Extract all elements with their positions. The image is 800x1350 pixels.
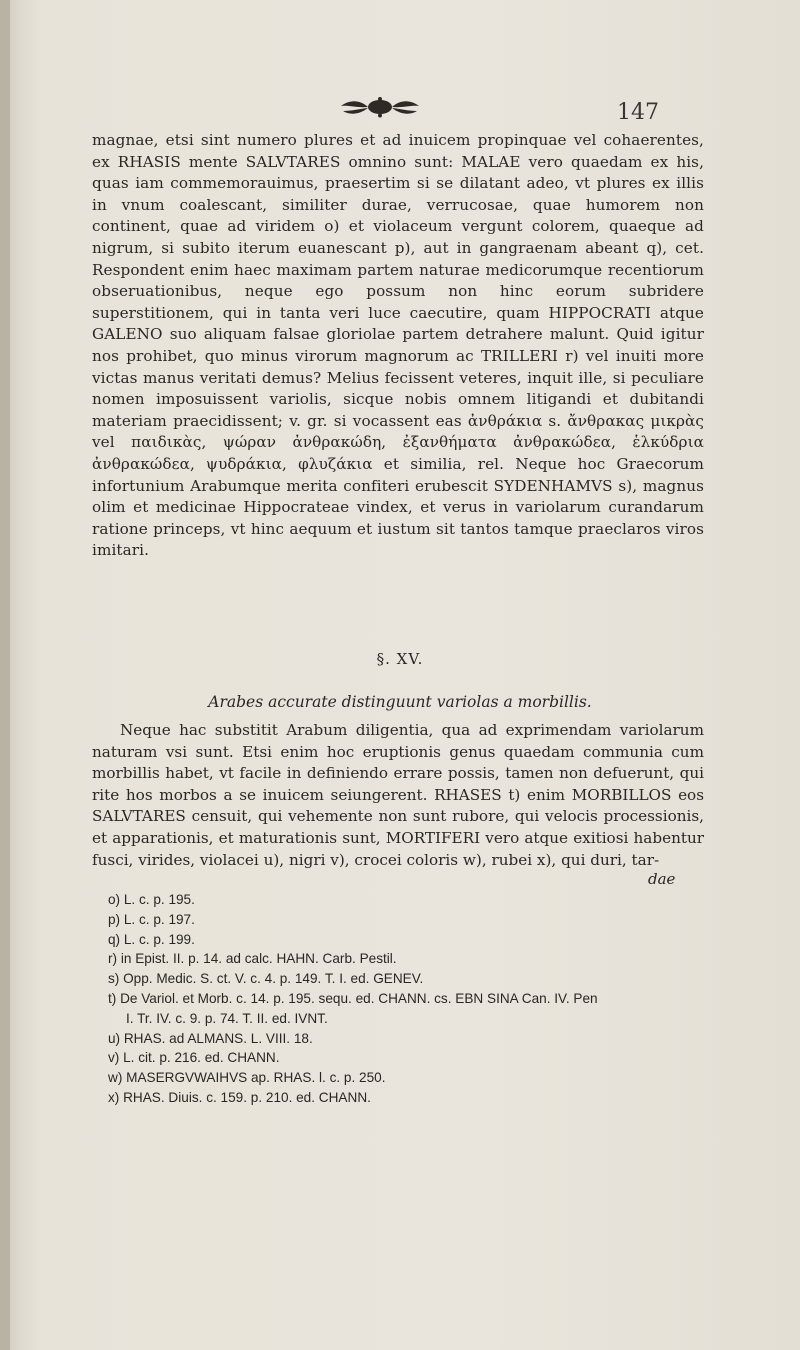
- footnote: p) L. c. p. 197.: [108, 911, 195, 927]
- footnote: o) L. c. p. 195.: [108, 892, 195, 907]
- main-text-2: [92, 720, 704, 871]
- main-text: [92, 130, 704, 562]
- section-heading: Arabes accurate distinguunt variolas a morbillis.: [208, 693, 592, 711]
- paragraph-1: magnae, etsi sint numero plures et ad inuicem propinquae vel cohaerentes, ex RHASIS mente SALVTARES omnino sunt: MALAE vero quaedam ex his, quas iam commemorauimus, praesertim si se dilatant adeo, vt plures ex illis in vnum coalescant, similiter durae, verrucosae, quae humorem non continent, quae ad viridem o) et violaceum vergunt colorem, quaeque ad nigrum, si subito iterum euanescant p), aut in gangraenam abeant q), cet. Respondent enim haec maximam partem naturae medicorumque recentiorum obseruationibus, neque ego possum non hinc eorum subridere superstitionem, qui in tanta veri luce caecutire, quam HIPPOCRATI atque GALENO suo aliquam falsae gloriolae partem detrahere malunt. Quid igitur nos prohibet, quo minus virorum magnorum ac TRILLERI r) vel inuiti more victas manus veritati demus? Melius fecissent veteres, inquit ille, si peculiare nomen imposuissent variolis, sicque nobis omnem litigandi et dubitandi materiam praecidissent; v. gr. si vocassent eas ἀνθράκια s. ἄνθρακας μικρὰς vel παιδικὰς, ψώραν ἀνθρακώδη, ἐξανθήματα ἀνθρακώδεα, ἑλκύδρια ἀνθρακώδεα, ψυδράκια, φλυζάκια et similia, rel. Neque hoc Graecorum infortunium Arabumque merita confiteri erubescit SYDENHAMVS s), magnus olim et medicinae Hippocrateae vindex, et verus in variolarum curandarum ratione princeps, vt hinc aequum et iustum sit tantos tamque praeclaros viros imitari.: [92, 131, 704, 560]
- footnote: r) in Epist. II. p. 14. ad calc. HAHN. Carb. Pestil.: [108, 951, 397, 967]
- footnote: s) Opp. Medic. S. ct. V. c. 4. p. 149. T. I. ed. GENEV.: [108, 971, 424, 987]
- section-number: §. XV.: [376, 650, 424, 668]
- paragraph-2: Neque hac substitit Arabum diligentia, qua ad exprimendam variolarum naturam vsi sunt. Etsi enim hoc eruptionis genus quaedam communia cum morbillis habet, vt facile in definiendo errare possis, tamen non defuerunt, qui rite hos morbos a se inuicem seiungerent. RHASES t) enim MORBILLOS eos SALVTARES censuit, qui vehemente non sunt rubore, qui velocis processionis, et apparationis, et maturationis sunt, MORTIFERI vero atque exitiosi habentur fusci, virides, violacei u), nigri v), crocei coloris w), rubei x), qui duri, tar-: [92, 721, 704, 869]
- footnote: u) RHAS. ad ALMANS. L. VIII. 18.: [108, 1030, 313, 1046]
- footnote: v) L. cit. p. 216. ed. CHANN.: [108, 1050, 280, 1066]
- footnote: t) De Variol. et Morb. c. 14. p. 195. sequ. ed. CHANN. cs. EBN SINA Can. IV. Pen: [108, 990, 598, 1006]
- ornament-icon: [335, 96, 425, 118]
- footnote: q) L. c. p. 199.: [108, 931, 195, 947]
- catchword: dae: [648, 870, 676, 888]
- footnote-continuation: I. Tr. IV. c. 9. p. 74. T. II. ed. IVNT.: [126, 1010, 328, 1026]
- page-number: 147: [617, 100, 659, 125]
- footnote: x) RHAS. Diuis. c. 159. p. 210. ed. CHANN.: [108, 1089, 371, 1105]
- footnote: w) MASERGVWAIHVS ap. RHAS. l. c. p. 250.: [108, 1070, 386, 1086]
- footnotes: [108, 890, 668, 1108]
